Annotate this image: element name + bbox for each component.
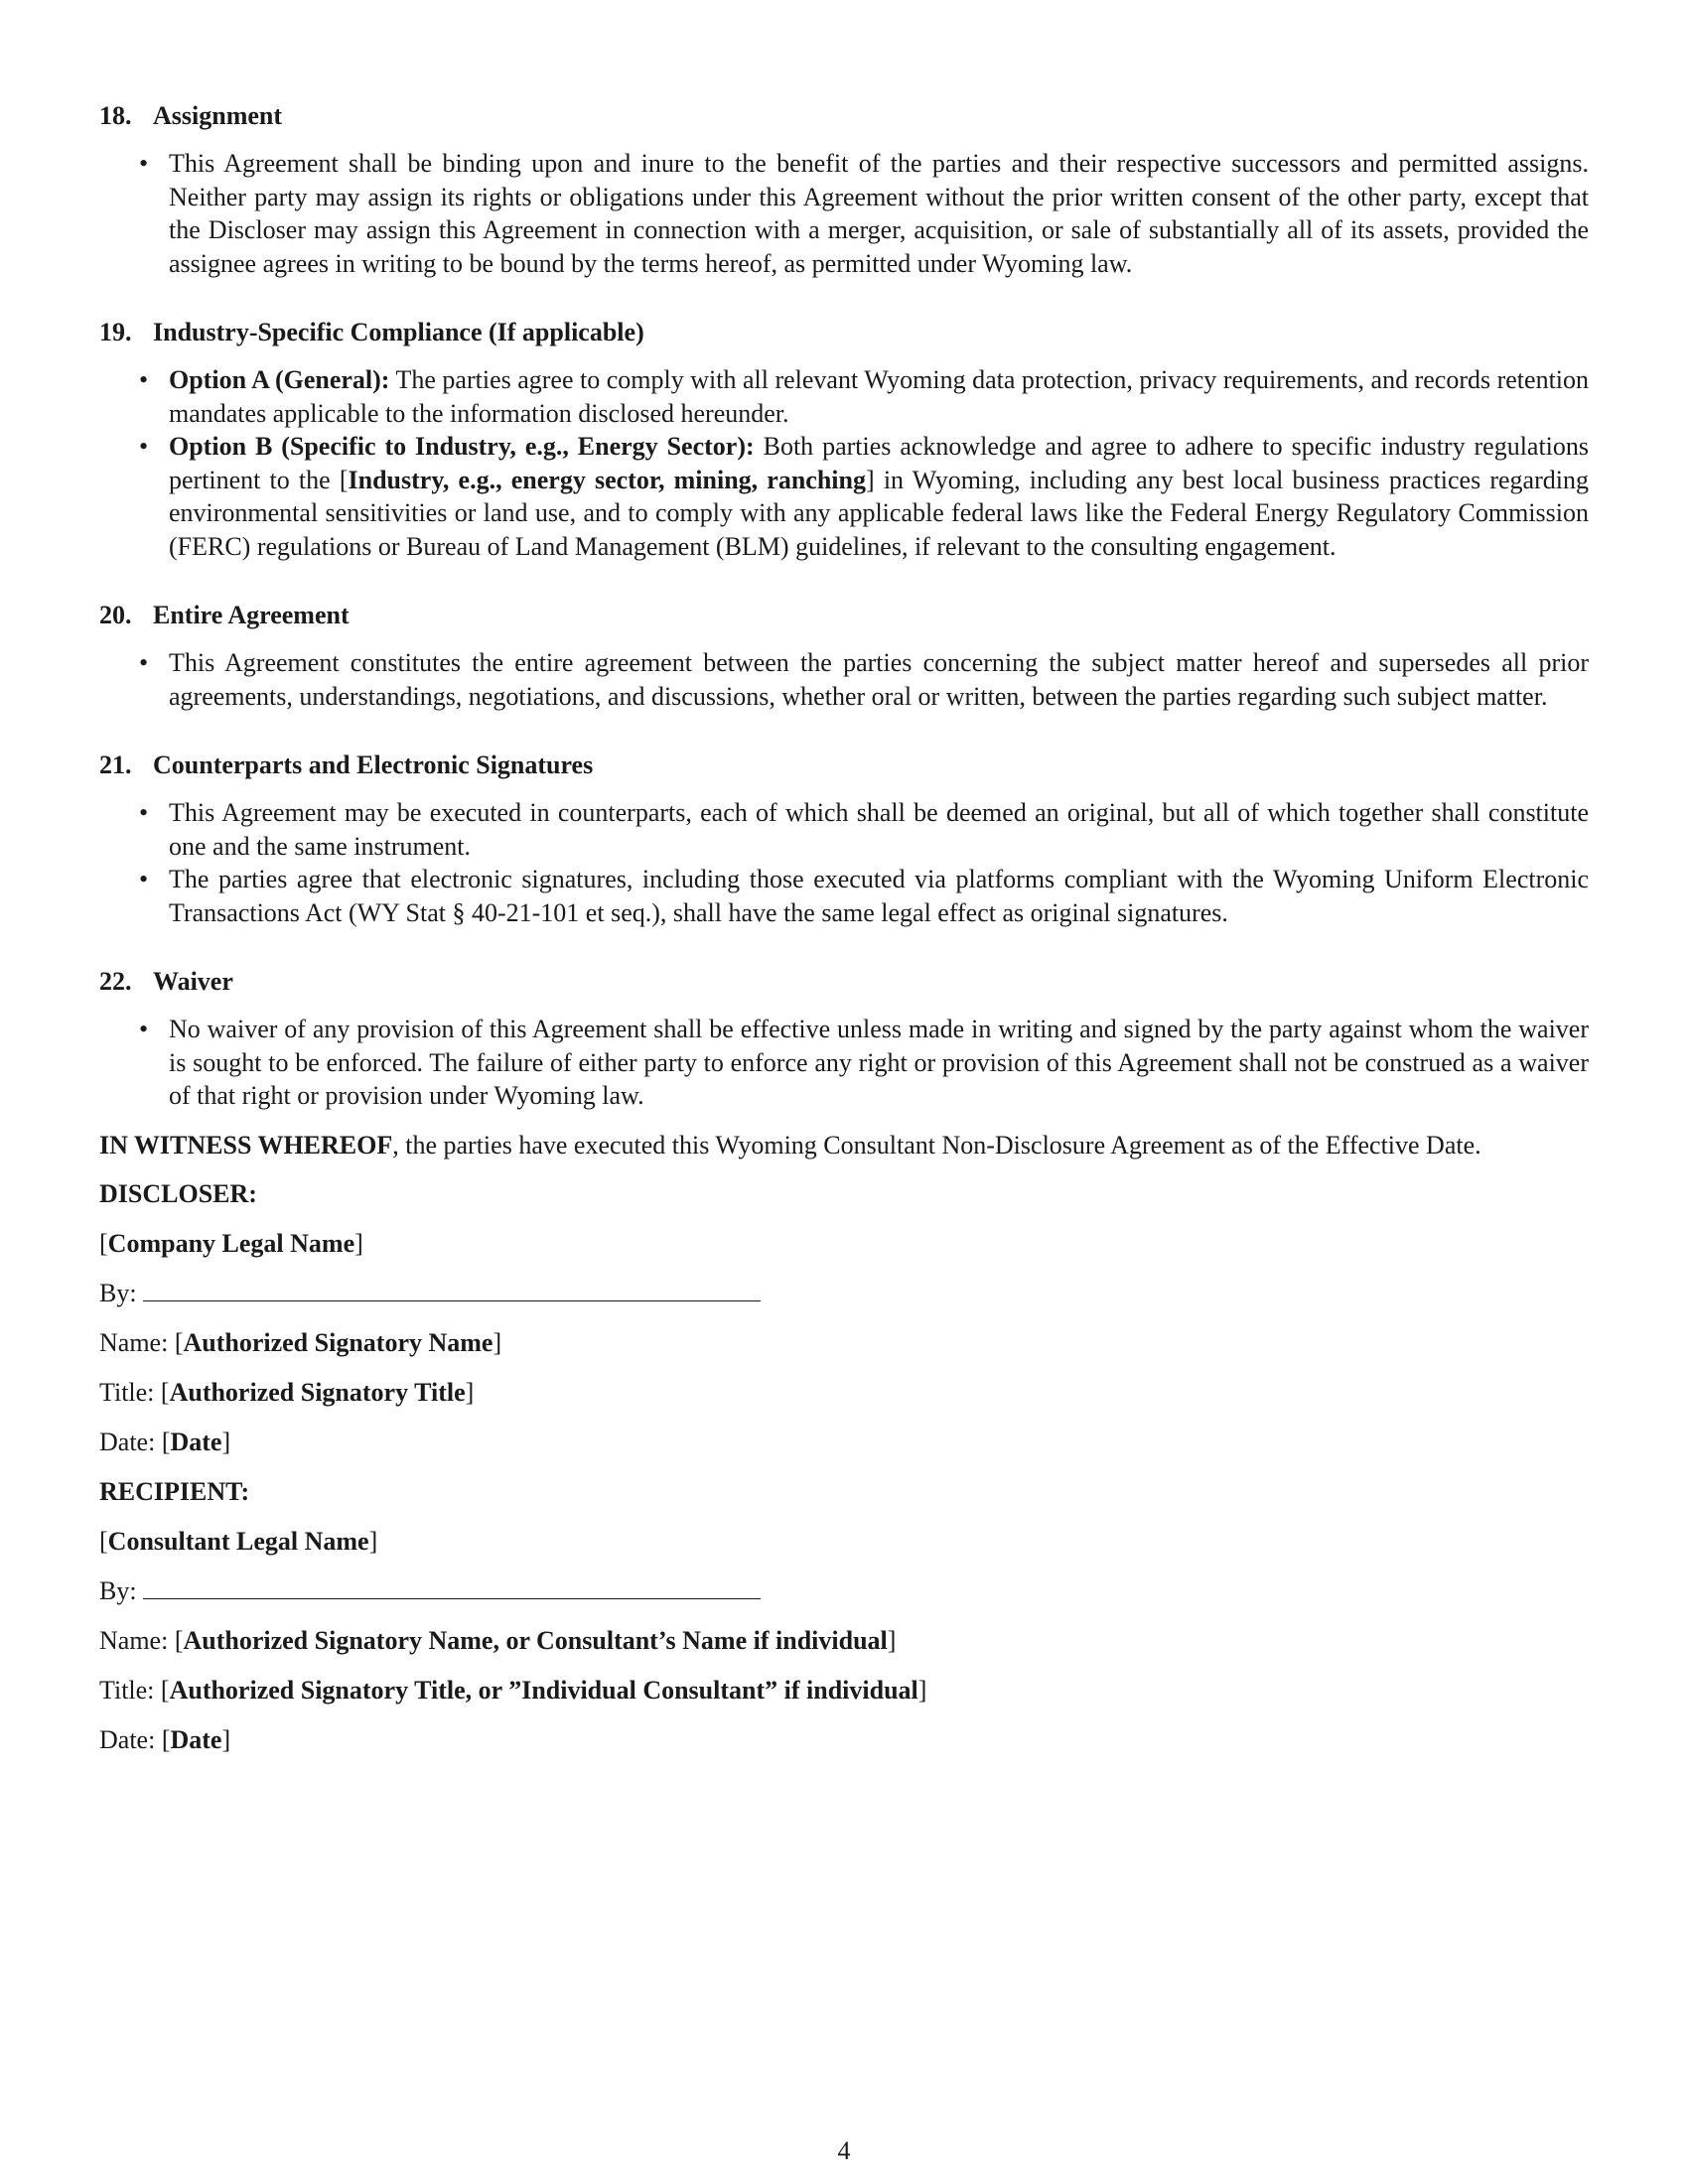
option-text: The parties agree to comply with all relevant Wyoming data protection, privacy requirements, and records retention mandates applicable to the information disclosed hereunder. [169, 365, 1590, 428]
by-label: By: [99, 1576, 137, 1605]
section-number: 20. [99, 601, 132, 629]
recipient-name-line: Name: [Authorized Signatory Name, or Consultant’s Name if individual] [99, 1626, 897, 1655]
signature-line[interactable] [143, 1574, 761, 1599]
section-title: Assignment [153, 101, 283, 130]
recipient-heading: RECIPIENT: [99, 1477, 250, 1506]
section-heading [99, 599, 1589, 632]
discloser-by-line [99, 1277, 1589, 1310]
date-label: Date: [99, 1428, 156, 1456]
list-item: • This Agreement shall be binding upon and inure to the benefit of the parties and their respective successors and permitted assigns. Neither party may assign its rights or obligations under this Agreement without the prior written consent of the other party, except that the Discloser may assign this Agreement in connection with a merger, acquisition, or sale of substantially all of its assets, provided the assignee agrees in writing to be bound by the terms hereof, as permitted under Wyoming law. [99, 147, 1589, 280]
bullet-list [99, 147, 1589, 280]
section-number: 19. [99, 318, 132, 346]
list-item [99, 363, 1589, 430]
section-number: 21. [99, 751, 132, 779]
list-item: • No waiver of any provision of this Agreement shall be effective unless made in writing and signed by the party against whom the waiver is sought to be enforced. The failure of either party to enforce any right or provision of this Agreement shall not be construed as a waiver of that right or provision under Wyoming law. [99, 1013, 1589, 1113]
name-label: Name: [99, 1328, 169, 1357]
document-page [99, 99, 1589, 1773]
option-label: Option B (Specific to Industry, e.g., Energy Sector): [169, 432, 755, 461]
date-label: Date: [99, 1725, 156, 1754]
witness-paragraph [99, 1129, 1589, 1162]
section-entire-agreement [99, 599, 1589, 713]
section-number: 18. [99, 101, 132, 130]
name-label: Name: [99, 1626, 169, 1655]
list-item: • This Agreement may be executed in counterparts, each of which shall be deemed an original, but all of which together shall constitute one and the same instrument. [99, 796, 1589, 863]
page-number: 4 [837, 2136, 851, 2165]
title-placeholder: Authorized Signatory Title [169, 1378, 466, 1407]
recipient-company: [Consultant Legal Name] [99, 1527, 378, 1556]
section-counterparts [99, 749, 1589, 929]
bullet-list [99, 646, 1589, 713]
recipient-signature-block [99, 1475, 1589, 1757]
recipient-title-line: Title: [Authorized Signatory Title, or ”Individual Consultant” if individual] [99, 1676, 927, 1705]
option-text: Both parties acknowledge and agree to adhere to specific industry regulations pertinent to the [169, 432, 1590, 494]
name-placeholder: Authorized Signatory Name [183, 1328, 493, 1357]
option-label: Option A (General): [169, 365, 390, 394]
list-item: • Option B (Specific to Industry, e.g., Energy Sector): Both parties acknowledge and agree to adhere to specific industry regulations pertinent to the [Industry, e.g., energy sector, mining, ranching] in Wyoming, including any best local business practices regarding environmental sensitivities or land use, and to comply with any applicable federal laws like the Federal Energy Regulatory Commission (FERC) regulations or Bureau of Land Management (BLM) guidelines, if relevant to the consulting engagement. [99, 430, 1589, 563]
option-text: in Wyoming, including any best local business practices regarding environmental sensitivities or land use, and to comply with any applicable federal laws like the Federal Energy Regulatory Commission (FERC) regulations or Bureau of Land Management (BLM) guidelines, if relevant to the consulting engagement. [169, 465, 1589, 561]
section-assignment [99, 99, 1589, 280]
section-number: 22. [99, 967, 132, 996]
bullet-list [99, 1013, 1589, 1113]
witness-text: , the parties have executed this Wyoming Consultant Non-Disclosure Agreement as of the Effective Date. [392, 1130, 1481, 1160]
bullet-list [99, 363, 1589, 563]
placeholder-field: Industry, e.g., energy sector, mining, ranching [348, 465, 866, 494]
discloser-signature-block [99, 1177, 1589, 1459]
list-item: • This Agreement constitutes the entire agreement between the parties concerning the subject matter hereof and supersedes all prior agreements, understandings, negotiations, and discussions, whether oral or written, between the parties regarding such subject matter. [99, 646, 1589, 713]
company-name-placeholder: Consultant Legal Name [107, 1527, 369, 1556]
title-label: Title: [99, 1378, 155, 1407]
date-placeholder: Date [170, 1725, 222, 1754]
date-placeholder: Date [170, 1428, 222, 1456]
discloser-company: [Company Legal Name] [99, 1229, 363, 1258]
section-title: Counterparts and Electronic Signatures [153, 751, 594, 779]
title-placeholder: Authorized Signatory Title, or ”Individual Consultant” if individual [169, 1676, 918, 1705]
section-title: Entire Agreement [153, 601, 350, 629]
section-industry-compliance [99, 316, 1589, 563]
discloser-heading: DISCLOSER: [99, 1179, 257, 1208]
name-placeholder: Authorized Signatory Name, or Consultant’s Name if individual [183, 1626, 888, 1655]
recipient-date-line: Date: [Date] [99, 1725, 231, 1754]
discloser-name-line: Name: [Authorized Signatory Name] [99, 1328, 502, 1357]
discloser-title-line: Title: [Authorized Signatory Title] [99, 1378, 475, 1407]
by-label: By: [99, 1279, 137, 1307]
section-heading [99, 99, 1589, 133]
discloser-date-line: Date: [Date] [99, 1428, 231, 1456]
witness-lead: IN WITNESS WHEREOF [99, 1130, 393, 1160]
title-label: Title: [99, 1676, 155, 1705]
section-heading [99, 749, 1589, 782]
section-heading [99, 316, 1589, 349]
section-title: Industry-Specific Compliance (If applicable) [153, 318, 644, 346]
section-title: Waiver [153, 967, 233, 996]
recipient-by-line [99, 1574, 1589, 1608]
company-name-placeholder: Company Legal Name [107, 1229, 355, 1258]
bullet-list [99, 796, 1589, 929]
signature-line[interactable] [143, 1277, 761, 1301]
section-heading [99, 965, 1589, 999]
list-item: • The parties agree that electronic signatures, including those executed via platforms compliant with the Wyoming Uniform Electronic Transactions Act (WY Stat § 40-21-101 et seq.), shall have the same legal effect as original signatures. [99, 863, 1589, 929]
section-waiver [99, 965, 1589, 1113]
